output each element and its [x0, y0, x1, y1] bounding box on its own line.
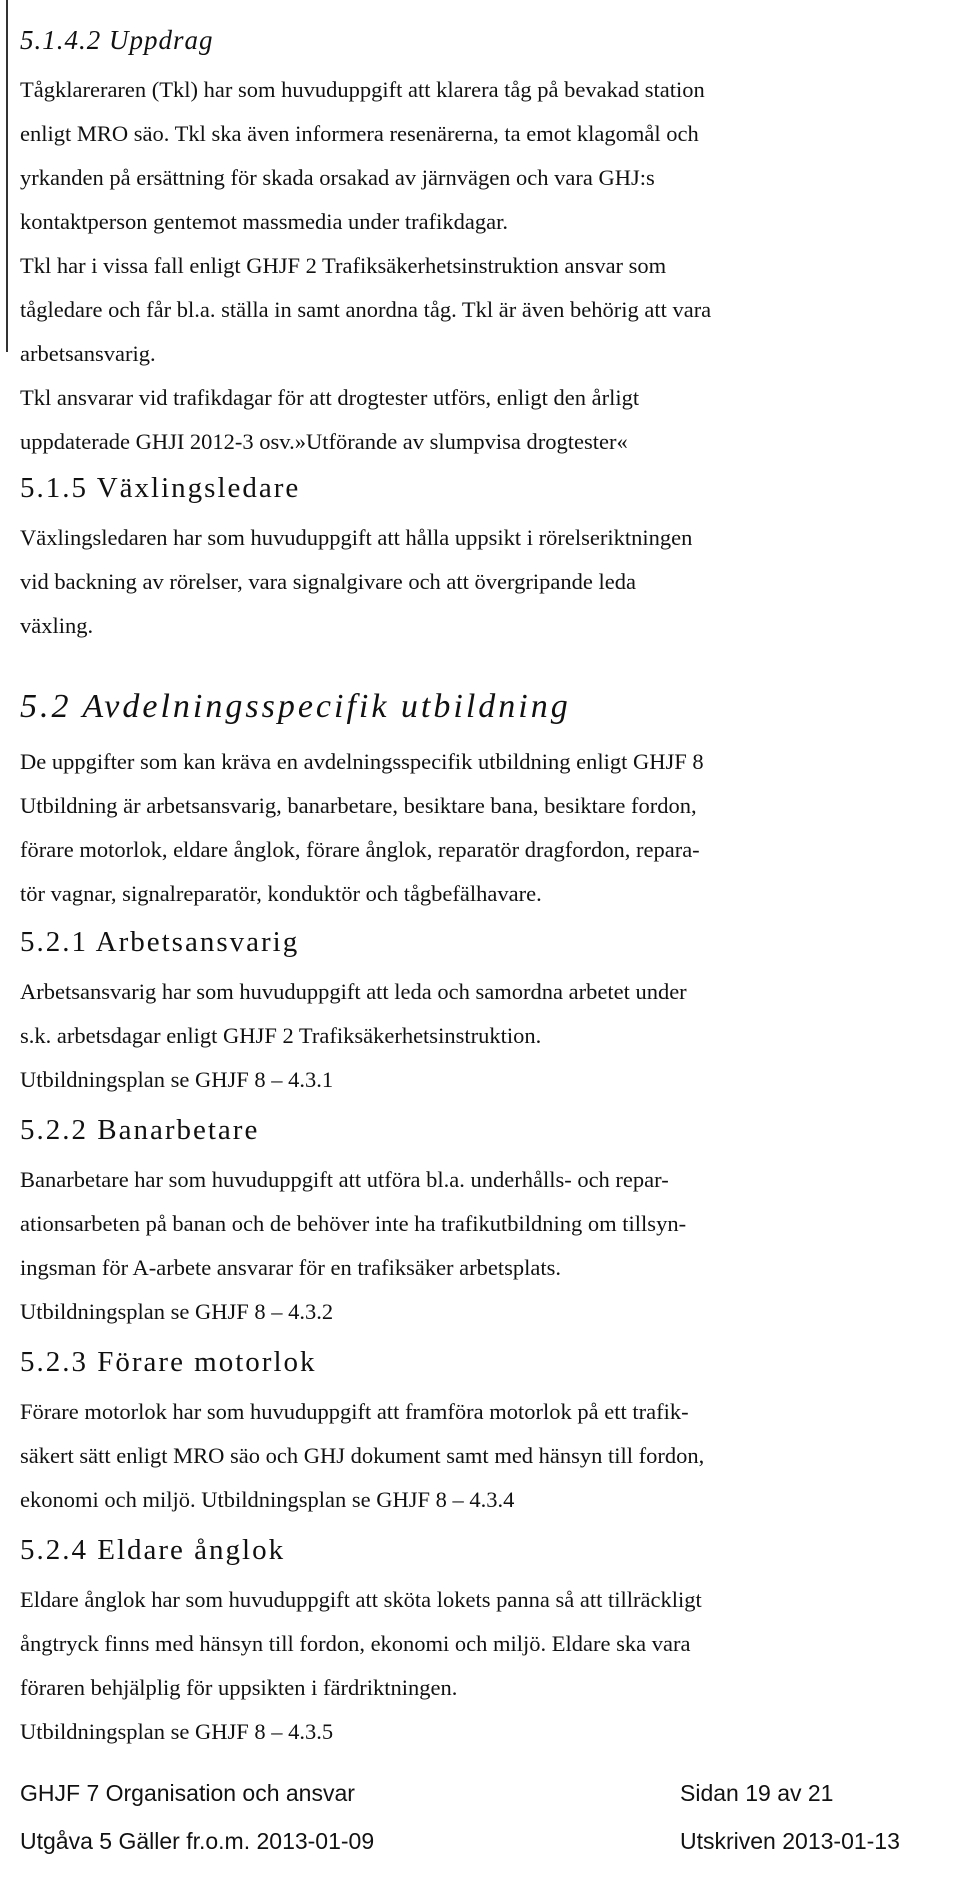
change-bar [6, 0, 8, 352]
heading-5-2: 5.2 Avdelningsspecifik utbildning [20, 688, 571, 725]
paragraph-forare-motorlok: Förare motorlok har som huvuduppgift att framföra motorlok på ett trafik- säkert sätt enligt MRO säo och GHJ dokument samt med hänsyn till fordon, ekonomi och miljö. Utbildningsplan se GHJF 8 – 4.3.4 [20, 1399, 705, 1512]
footer-doc-title: GHJF 7 Organisation och ansvar [20, 1780, 355, 1806]
footer-written-date: Utskriven 2013-01-13 [680, 1828, 900, 1854]
heading-5-2-3: 5.2.3 Förare motorlok [20, 1346, 317, 1378]
paragraph-arbetsansvarig: Arbetsansvarig har som huvuduppgift att leda och samordna arbetet under s.k. arbetsdagar enligt GHJF 2 Trafiksäkerhetsinstruktion. Utbildningsplan se GHJF 8 – 4.3.1 [20, 979, 687, 1092]
paragraph-tkl-uppdrag: Tågklareraren (Tkl) har som huvuduppgift att klarera tåg på bevakad station enligt MRO säo. Tkl ska även informera resenärerna, ta emot klagomål och yrkanden på ersättning för skada orsakad av järnvägen och vara GHJ:s kontaktperson gentemot massmedia under trafikdagar. [20, 77, 705, 234]
paragraph-banarbetare: Banarbetare har som huvuduppgift att utföra bl.a. underhålls- och repar- ationsarbeten på banan och de behöver inte ha trafikutbildning om tillsyn- ingsman för A-arbete ansvarar för en trafiksäker arbetsplats. Utbildningsplan se GHJF 8 – 4.3.2 [20, 1167, 687, 1324]
heading-5-1-5: 5.1.5 Växlingsledare [20, 472, 301, 504]
footer-edition: Utgåva 5 Gäller fr.o.m. 2013-01-09 [20, 1828, 375, 1854]
heading-5-2-1: 5.2.1 Arbetsansvarig [20, 926, 300, 958]
paragraph-vaxlingsledare: Växlingsledaren har som huvuduppgift att hålla uppsikt i rörelseriktningen vid backning av rörelser, vara signalgivare och att övergripande leda växling. [20, 525, 693, 638]
paragraph-avdelningsspecifik: De uppgifter som kan kräva en avdelningsspecifik utbildning enligt GHJF 8 Utbildning är arbetsansvarig, banarbetare, besiktare bana, besiktare fordon, förare motorlok, eldare ånglok, förare ånglok, reparatör dragfordon, repara- tör vagnar, signalreparatör, konduktör och tågbefälhavare. [20, 749, 704, 906]
heading-5-2-4: 5.2.4 Eldare ånglok [20, 1534, 286, 1566]
paragraph-tkl-tagledare: Tkl har i vissa fall enligt GHJF 2 Trafiksäkerhetsinstruktion ansvar som tågledare och får bl.a. ställa in samt anordna tåg. Tkl är även behörig att vara arbetsansvarig. [20, 253, 712, 366]
footer-page-number: Sidan 19 av 21 [680, 1780, 834, 1806]
page-content [20, 22, 940, 1754]
heading-5-1-4-2: 5.1.4.2 Uppdrag [20, 25, 214, 55]
heading-5-2-2: 5.2.2 Banarbetare [20, 1114, 260, 1146]
paragraph-eldare-anglok: Eldare ånglok har som huvuduppgift att sköta lokets panna så att tillräckligt ångtryck finns med hänsyn till fordon, ekonomi och miljö. Eldare ska vara föraren behjälplig för uppsikten i färdriktningen. Utbildningsplan se GHJF 8 – 4.3.5 [20, 1587, 702, 1744]
paragraph-tkl-drogtester: Tkl ansvarar vid trafikdagar för att drogtester utförs, enligt den årligt uppdaterade GHJI 2012-3 osv.»Utförande av slumpvisa drogtester« [20, 385, 640, 454]
